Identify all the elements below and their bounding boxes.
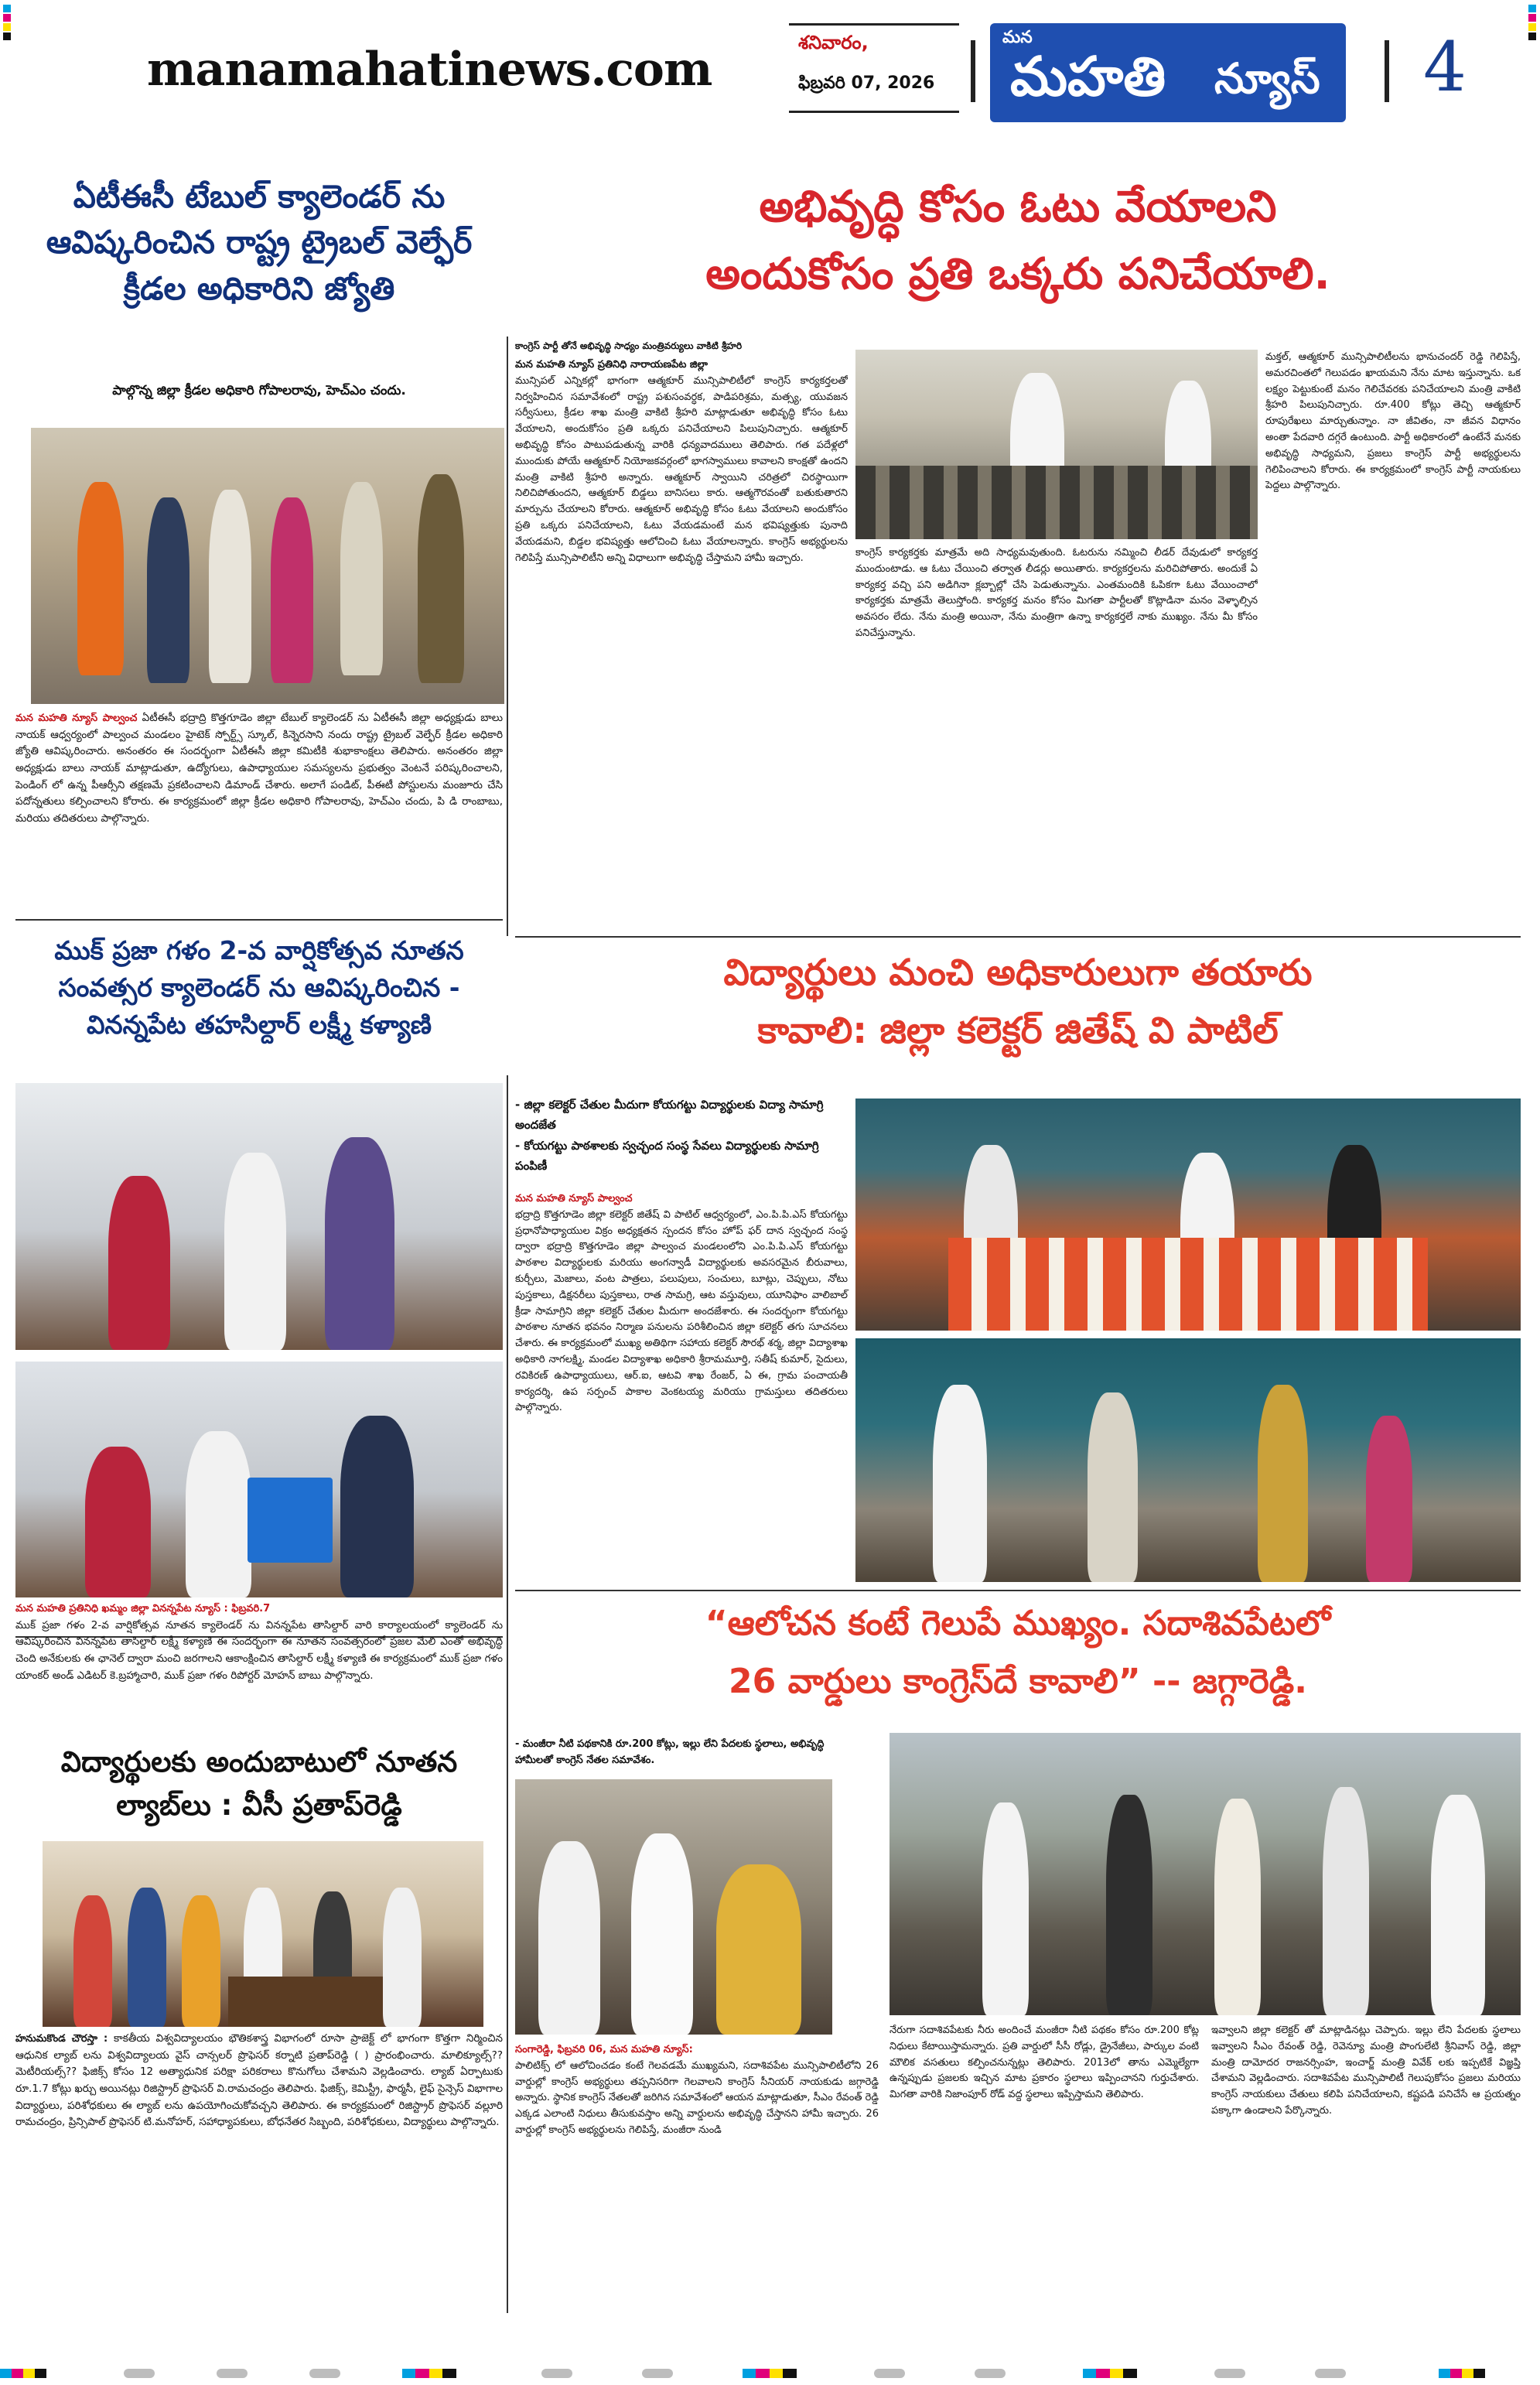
story4-text-1: మున్సిపల్ ఎన్నికల్లో భాగంగా ఆత్మకూర్ మున్సిపాలిటీలో కాంగ్రెస్ కార్యకర్తలతో నిర్వహించిన సమావేశంలో రాష్ట్ర పశుసంవర్ధక, పాడిపరిశ్రమ, మత్స్య, యువజన సర్వీసులు, క్రీడల శాఖ మంత్రి వాకిటి శ్రీహరి మాట్లాడుతూ అభివృద్ధి కోసం ఓటు వేయాలని, అందుకోసం ప్రతి ఒక్కరు పనిచేయాలని పిలుపునిచ్చారు. ఆత్మకూర్ అభివృద్ధి కోసం పాటుపడుతున్న వారికి ధన్యవాదములు తెలిపారు. గత పదేళ్లలో ముందుకు పోయే ఆత్మకూర్ నియోజకవర్గంలో భాగస్వాములు కావాలని కాంక్షతో ఉందని మంత్రి వాకిటి శ్రీహరి అన్నారు. ఆత్మకూర్ స్వాయిని చరిత్రలో చిరస్థాయిగా నిలిచిపోతుందని, ఆత్మకూర్ బిడ్డలు బానిసలు కారు. ఆత్మగౌరవంతో బతుకుతారని మార్పును చేయాలని కోరారు. ఆత్మకూర్ అభివృద్ధి కోసం ఓటు వేయాలని అందుకోసం ప్రతి ఒక్కరు పనిచేయాలని, ఓటు వేయడమంటే మన భవిష్యత్తుకు పునాది వేయడమని, బిడ్డల భవిష్యత్తు ఆలోచించి ఓటు వేయాలన్నారు. కాంగ్రెస్ అభ్యర్థులను గెలిపిస్తే మున్సిపాలిటీని అన్ని విధాలుగా అభివృద్ధి చేస్తామని హామీ ఇచ్చారు. [515, 374, 848, 564]
story5-text: భద్రాద్రి కొత్తగూడెం జిల్లా కలెక్టర్ జితేష్ వి పాటిల్ ఆధ్వర్యంలో, ఎం.పి.పి.ఎస్ కోయగట్టు ప్రధానోపాధ్యాయుల విక్రం అధ్యక్షతన స్పందన కోసం హోప్ ఫర్ దాన స్వచ్ఛంద సంస్థ ద్వారా భద్రాద్రి కొత్తగూడెం జిల్లా పాల్వంచ మండలంలోని ఎం.పి.పి.ఎస్ కోయగట్టు పాఠశాల విద్యార్థులకు మరియు అంగన్వాడీ విద్యార్థులకు అవసరమైన బీరువాలు, కుర్చీలు, మెజాలు, వంట పాత్రలు, పలుపులు, సంచులు, బూట్లు, చెప్పులు, నోటు పుస్తకాలు, డిక్షనరీలు పుస్తకాలు, రాత సామగ్రి, ఆట వస్తువులు, యూనిఫాం వాలిబాల్ క్రీడా సామాగ్రిని జిల్లా కలెక్టర్ చేతుల మీదుగా అందజేశారు. ఈ సందర్భంగా కోయగట్టు పాఠశాల నూతన భవనం నిర్మాణ పనులను పరిశీలించిన జిల్లా కలెక్టర్ తగు సూచనలు చేశారు. ఈ కార్యక్రమంలో ముఖ్య అతిథిగా సహాయ కలెక్టర్ సౌరభ్ శర్మ, జిల్లా విద్యాశాఖ అధికారి నాగలక్ష్మి, మండల విద్యాశాఖ అధికారి శ్రీరామమూర్తి, సతీష్ కుమార్, సైదులు, రవికిరణ్ ఉపాధ్యాయులు, ఆర్.ఐ, ఆటవి శాఖ రేంజర్, ఏ ఈ, గ్రామ పంచాయతీ కార్యదర్శి, ఉప సర్పంచ్ పాకాల వెంకటయ్య మరియు గ్రామస్తులు తదితరులు పాల్గొన్నారు. [515, 1208, 848, 1414]
page-number: 4 [1423, 27, 1467, 107]
story4-headline-line: అందుకోసం ప్రతి ఒక్కరు పనిచేయాలి. [705, 248, 1330, 299]
story4-photo [855, 350, 1258, 539]
story2-headline [15, 932, 503, 1044]
story3-body [15, 2031, 503, 2131]
story6-column-2 [890, 2023, 1199, 2103]
story4-headline [515, 174, 1521, 309]
story2-photo-1 [15, 1083, 503, 1350]
column-rule [507, 337, 508, 936]
story5-photo-2 [855, 1338, 1521, 1582]
story1-text: ఏటీఈసీ భద్రాద్రి కొత్తగూడెం జిల్లా టేబుల్ క్యాలెండర్ ను ఏటీఈసీ జిల్లా అధ్యక్షుడు బాలు నాయక్ ఆధ్వర్యంలో పాల్వంచ మండలం హైటెక్ స్పోర్ట్స్ స్కూల్, కిన్నెరసాని నందు రాష్ట్ర ట్రైబల్ వెల్ఫేర్ క్రీడల అధికారి జ్యోతి ఆవిష్కరించారు. అనంతరం ఈ సందర్భంగా ఏటీఈసీ జిల్లా కమిటీకి శుభాకాంక్షలు తెలిపారు. అనంతరం జిల్లా అధ్యక్షుడు బాలు నాయక్ మాట్లాడుతూ, ఉద్యోగులు, ఉపాధ్యాయుల సమస్యలను ప్రభుత్వం వెంటనే పరిష్కరించాలని, పెండింగ్ లో ఉన్న పీఆర్సీని తక్షణమే ప్రకటించాలని డిమాండ్ చేశారు. అలాగే పండిట్, పీఈటీ పోస్టులను మంజూరు చేసి పదోన్నతులు కల్పించాలని కోరారు. ఈ కార్యక్రమంలో జిల్లా క్రీడల అధికారి గోపాలరావు, హెచ్ఎం చందు, పి డి రాంబాబు, మరియు తదితరులు పాల్గొన్నారు. [15, 712, 503, 825]
registration-marks-right [1528, 5, 1536, 40]
story2-headline-line: వినన్నపేట తహసిల్దార్ లక్ష్మీ కళ్యాణి [86, 1009, 432, 1040]
story5-bullets [515, 1095, 840, 1176]
story5-headline [515, 944, 1521, 1060]
story4-text-2: కాంగ్రెస్ కార్యకర్తకు మాత్రమే అది సాధ్యమవుతుంది. ఓటరును నమ్మించి లీడర్ దేవుడులో కార్యకర్త ముందుంటాడు. ఆ ఓటు చేయించి తర్వాత లీడర్లు అయితారు. కార్యకర్తలను మరిచిపోతారు. అందుకే ఏ కార్యకర్త వచ్చి పని అడిగినా క్లబ్బాల్లో చేసి పెడుతున్నాను. ఎంతమందికి ఓపికగా ఓటు వేయించాలో కార్యకర్తకు మాత్రమే తెలుస్తోంది. కార్యకర్త మనం కోసం మిగతా పార్టీలతో కొట్లాడినా మనం వెళ్ళాల్సిన అవసరం లేదు. నేను మంత్రి అయినా, నేను మంత్రిగా ఉన్నా కార్యకర్తలే నాకు ముఖ్యం. నేను మీ కోసం పనిచేస్తున్నాను. [855, 547, 1258, 639]
story1-photo [31, 428, 504, 704]
story4-column-2 [855, 545, 1258, 917]
story6-headline-line: “ఆలోచన కంటే గెలుపే ముఖ్యం. సదాశివపేటలో [705, 1604, 1331, 1643]
story4-text-3: మక్తల్, ఆత్మకూర్ మున్సిపాలిటీలను భానుచందర్ రెడ్డి గెలిపిస్తే, అమరచింతలో గెలుపడం ఖాయమని నేను మాట ఇస్తున్నాను. ఒక లక్ష్యం పెట్టుకుంటే మనం గెలిచేవరకు పనిచేయాలని మంత్రి వాకిటి శ్రీహరి పిలుపునిచ్చారు. రూ.400 కోట్లు తెచ్చి ఆత్మకూర్ రూపురేఖలు మార్చుతున్నాం. నా జీవితం, నా జీవన విధానం అంతా పేదవారి దగ్గరే ఉంటుంది. పార్టీ అధికారంలో ఉంటేనే మనకు అభివృద్ధి సాధ్యమని, ప్రజలు కాంగ్రెస్ పార్టీ అభ్యర్థులను గెలిపించాలని కోరారు. ఈ కార్యక్రమంలో కాంగ్రెస్ పార్టీ నాయకులు పెద్దలు పాల్గొన్నారు. [1265, 351, 1521, 492]
masthead-divider [971, 40, 975, 102]
story5-headline-line: కావాలి: జిల్లా కలెక్టర్ జితేష్ వి పాటిల్ [757, 1010, 1279, 1053]
logo-main-text: మహతి [1010, 45, 1166, 108]
story4-byline: మన మహతి న్యూస్ ప్రతినిధి నారాయణపేట జిల్లా [515, 359, 708, 371]
story6-headline-line: 26 వార్డులు కాంగ్రెస్‌దే కావాలి” -- జగ్గారెడ్డి. [729, 1661, 1307, 1701]
story5-bullet: - జిల్లా కలెక్టర్ చేతుల మీదుగా కోయగట్టు విద్యార్థులకు విద్యా సామాగ్రి అందజేత [515, 1098, 824, 1133]
story2-byline: మన మహతి ప్రతినిధి ఖమ్మం జిల్లా వినన్నపేట న్యూస్ : ఫిబ్రవరి.7 [15, 1603, 271, 1614]
story2-body [15, 1601, 503, 1684]
issue-date-box [789, 23, 959, 113]
story5-byline: మన మహతి న్యూస్ పాల్వంచ [515, 1193, 633, 1204]
story2-photo-2 [15, 1362, 503, 1597]
story6-column-1 [515, 2042, 879, 2139]
story1-headline-line: ఏటీఈసీ టేబుల్ క్యాలెండర్ ను [73, 178, 446, 215]
section-rule [515, 936, 1521, 938]
story1-headline-line: ఆవిష్కరించిన రాష్ట్ర ట్రైబల్ వెల్ఫేర్ [46, 224, 473, 261]
story6-photo-2 [890, 1733, 1521, 2015]
story4-column-3 [1265, 350, 1521, 914]
story6-text-3: ఇవ్వాలని జిల్లా కలెక్టర్ తో మాట్లాడినట్లు చెప్పారు. ఇల్లు లేని పేదలకు స్థలాలు ఇవ్వాలని సీఎం రేవంత్ రెడ్డి, రెవెన్యూ మంత్రి పొంగులేటి శ్రీనివాస్ రెడ్డి, జిల్లా మంత్రి దామోదర రాజనర్సింహ, ఇంచార్జ్ మంత్రి వివేక్ లకు ఇప్పటికే విజ్ఞప్తి చేశామని వెల్లడించారు. సదాశివపేట మున్సిపాలిటీ గెలుపుకోసం ప్రజలు మరియు కాంగ్రెస్ నాయకులు చేతులు కలిపి పనిచేయాలని, కష్టపడి పనిచేసే ఆ ప్రయత్నం పక్కాగా ఉండాలని పేర్కొన్నారు. [1211, 2025, 1521, 2117]
newspaper-logo [990, 23, 1346, 122]
story6-text-2: నేరుగా సదాశివపేటకు నీరు అందించే మంజీరా నీటి పథకం కోసం రూ.200 కోట్ల నిధులు కేటాయిస్తామన్నారు. ప్రతి వార్డులో సీసీ రోడ్లు, డ్రైనేజీలు, పార్కుల వంటి మౌలిక వసతులు కల్పించనున్నట్లు తెలిపారు. 2013లో తాను ఎమ్మెల్యేగా ఉన్నప్పుడు ప్రజలకు ఇచ్చిన మాట ప్రకారం స్థలాలు ఇప్పించానని గుర్తుచేశారు. మిగతా వారికి నిజాంపూర్ రోడ్ వద్ద స్థలాలు ఇప్పిస్తామని తెలిపారు. [890, 2025, 1199, 2101]
story1-headline-line: క్రీడల అధికారిని జ్యోతి [123, 269, 395, 307]
story4-headline-line: అభివృద్ధి కోసం ఓటు వేయాలని [759, 182, 1277, 232]
column-rule [507, 1075, 508, 2313]
story5-bullet: - కోయగట్టు పాఠశాలకు స్వచ్ఛంద సంస్థ సేవలు విద్యార్థులకు సామాగ్రి పంపిణీ [515, 1138, 819, 1173]
section-rule [515, 1590, 1521, 1591]
issue-day: శనివారం, [798, 32, 869, 53]
story3-headline [15, 1741, 503, 1826]
story6-photo-1 [515, 1779, 832, 2035]
story4-column-1 [515, 357, 848, 914]
registration-marks-left [3, 5, 11, 40]
story6-column-3 [1211, 2023, 1521, 2120]
story6-kicker: - మంజీరా నీటి పథకానికి రూ.200 కోట్లు, ఇల్లు లేని పేదలకు స్థలాలు, అభివృద్ధి హామీలతో కాంగ్రెస్ నేతల సమావేశం. [515, 1738, 825, 1766]
story2-headline-line: ముక్ ప్రజా గళం 2-వ వార్షికోత్సవ నూతన [54, 935, 464, 965]
story1-headline [15, 174, 503, 312]
story5-photo-1 [855, 1099, 1521, 1331]
issue-date: ఫిబ్రవరి 07, 2026 [798, 73, 935, 93]
section-rule [15, 919, 503, 921]
story3-headline-line: విద్యార్థులకు అందుబాటులో నూతన [60, 1745, 458, 1778]
site-url[interactable]: manamahatinews.com [147, 43, 712, 97]
logo-news-text: న్యూస్ [1214, 54, 1320, 103]
story5-body [515, 1191, 848, 1416]
story3-text: కాకతీయ విశ్వవిద్యాలయం భౌతికశాస్త్ర విభాగంలో రూసా ప్రాజెక్ట్ లో భాగంగా కొత్తగా నిర్మించిన ఆధునిక ల్యాబ్ లను విశ్వవిద్యాలయ వైస్ చాన్సలర్ ప్రొఫెసర్ కర్నాటి ప్రతాప్‌రెడ్డి ( ) ప్రారంభించారు. మాలిక్యూల్స్?? మెటీరియల్స్?? ఫిజిక్స్ కోసం 12 అత్యాధునిక పరిక్షా పరికరాలు కొనుగోలు చేశామని వెల్లడించారు. ల్యాబ్ ఏర్పాటుకు రూ.1.7 కోట్లు ఖర్చు అయినట్లు రిజిస్ట్రార్ ప్రొఫెసర్ వి.రామచంద్రం తెలిపారు. ఫిజిక్స్, కెమిస్ట్రీ, ఫార్మసీ, లైఫ్ సైన్సెస్ విభాగాల విద్యార్థులు, పరిశోధకులు ఈ ల్యాబ్ లను ఉపయోగించుకోవచ్చని తెలిపారు. ఈ కార్యక్రమంలో రిజిస్ట్రార్ ప్రొఫెసర్ వల్లూరి రామచంద్రం, ప్రిన్సిపాల్ ప్రొఫెసర్ టి.మనోహర్, సహాధ్యాపకులు, బోధనేతర సిబ్బంది, పరిశోధకులు, విద్యార్థులు పాల్గొన్నారు. [15, 2032, 504, 2129]
story3-byline: హనుమకొండ చౌరస్తా : [15, 2033, 108, 2045]
story1-byline: మన మహతి న్యూస్ పాల్వంచ [15, 712, 138, 724]
story6-byline: సంగారెడ్డి, ఫిబ్రవరి 06, మన మహతి న్యూస్: [515, 2044, 693, 2055]
story1-subhead: పాల్గొన్న జిల్లా క్రీడల అధికారి గోపాలరావు, హెచ్ఎం చందు. [112, 383, 406, 398]
story6-text-1: పాలిటిక్స్ లో ఆలోచించడం కంటే గెలవడమే ముఖ్యమని, సదాశివపేట మున్సిపాలిటీలోని 26 వార్డుల్లో కాంగ్రెస్ అభ్యర్థులు తప్పనిసరిగా గెలవాలని కాంగ్రెస్ సీనియర్ నాయకుడు జగ్గారెడ్డి అన్నారు. స్థానిక కాంగ్రెస్ నేతలతో జరిగిన సమావేశంలో ఆయన మాట్లాడుతూ, సీఎం రేవంత్ రెడ్డి ఎక్కడ ఎలాంటి నిధులు తీసుకువస్తాం అన్ని వార్డులను అభివృద్ధి చేస్తానని హామీ ఇచ్చారు. 26 వార్డుల్లో కాంగ్రెస్ అభ్యర్థులను గెలిపిస్తే, మంజీరా నుండి [515, 2059, 879, 2136]
story6-headline [515, 1595, 1521, 1711]
masthead-divider [1385, 40, 1389, 102]
story1-body [15, 710, 503, 827]
logo-small-text: మన [1002, 28, 1033, 47]
story2-text: ముక్ ప్రజా గళం 2-వ వార్షికోత్సవ నూతన క్యాలెండర్ ను వినన్నపేట తాసిల్దార్ వారి కార్యాలయంలో క్యాలెండర్ ను ఆవిష్కరించిన వినన్నపేట తాసిల్దార్ లక్ష్మీ కళ్యాణి ఈ సందర్భంగా ఈ నూతన సంవత్సరంలో ప్రజల మేలి ఎంతో అభివృద్ధి చెంది అనేకులకు ఈ ఛానెల్ ద్వారా మంచి జరగాలని ఆకాంక్షించిన తాసిల్దార్ లక్ష్మీ కళ్యాణి ఈ కార్యక్రమంలో ముక్ ప్రజా గళం యాంకర్ అండ్ ఎడిటర్ కె.బ్రహ్మాచారి, ముక్ ప్రజా గళం రిపోర్టర్ మోహన్ బాబు పాల్గొన్నారు. [15, 1618, 503, 1682]
story5-headline-line: విద్యార్థులు మంచి అధికారులుగా తయారు [723, 952, 1313, 994]
story4-kicker: కాంగ్రెస్ పార్టీ తోనే అభివృద్ధి సాధ్యం మంత్రివర్యులు వాకిటి శ్రీహరి [515, 340, 743, 351]
story3-headline-line: ల్యాబ్‌లు : వీసీ ప్రతాప్‌రెడ్డి [116, 1788, 402, 1822]
story3-photo [43, 1841, 483, 2027]
story2-headline-line: సంవత్సర క్యాలెండర్ ను ఆవిష్కరించిన - [58, 972, 460, 1003]
